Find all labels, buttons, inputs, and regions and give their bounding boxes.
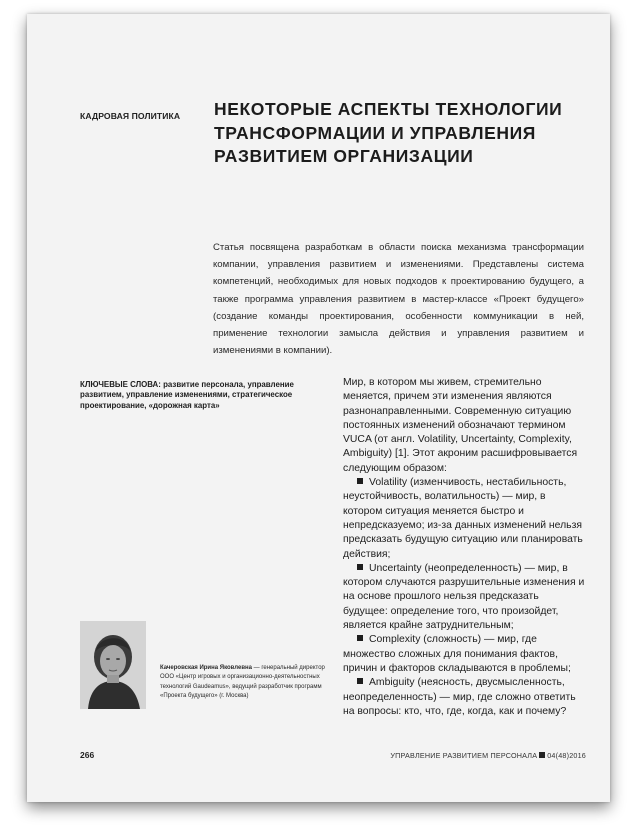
title-line: РАЗВИТИЕМ ОРГАНИЗАЦИИ — [214, 146, 474, 166]
keywords-block — [80, 380, 330, 411]
bullet-square-icon — [357, 564, 363, 570]
journal-page — [27, 14, 610, 802]
separator-square-icon — [539, 752, 545, 758]
article-abstract: Статья посвящена разработкам в области поиска механизма трансформации компании, управления развитием и изменениями. Представлены система компетенций, необходимых для новых подходов к проектированию будущего, а также программа управления развитием в мастер-классе «Проект будущего» (создание команды проектирования, особенности коммуникации в ней, применение технологии замысла действия и управления развитием и изменениями в компании). — [213, 242, 584, 357]
journal-footer — [390, 751, 586, 760]
bullet-square-icon — [357, 635, 363, 641]
author-photo — [80, 621, 146, 709]
author-name: Качеровская Ирина Яковлевна — [160, 665, 252, 671]
author-bio: — генеральный директор ООО «Центр игровых и организационно-деятельностных технологий Gaudeamus», ведущий разработчик программ «Проекта будущего» (г. Москва) — [160, 665, 325, 699]
list-item: Ambiguity (неясность, двусмысленность, неопределенность) — мир, где сложно ответить на вопросы: кто, что, где, когда, как и почему? — [343, 677, 576, 717]
title-line: НЕКОТОРЫЕ АСПЕКТЫ ТЕХНОЛОГИИ — [214, 99, 563, 119]
author-portrait-icon — [80, 621, 146, 709]
list-item: Uncertainty (неопределенность) — мир, в котором случаются разрушительные изменения и на основе прошлого нельзя предсказать будущее: определение того, что произойдет, является крайне затруднительным; — [343, 562, 585, 632]
keywords-label: КЛЮЧЕВЫЕ СЛОВА: — [80, 380, 161, 389]
journal-issue: 04(48)2016 — [547, 751, 586, 760]
section-label: КАДРОВАЯ ПОЛИТИКА — [80, 111, 181, 121]
list-item: Complexity (сложность) — мир, где множество сложных для понимания фактов, причин и факторов складываются в проблемы; — [343, 634, 571, 674]
title-line: ТРАНСФОРМАЦИИ И УПРАВЛЕНИЯ — [214, 122, 536, 143]
body-intro: Мир, в котором мы живем, стремительно меняется, причем эти изменения являются разнонаправленными. Современную ситуацию постоянных изменений обозначают термином VUCA (от англ. Volatility, Uncertainty, Complexity, Ambiguity) [1]. Этот акроним расшифровывается следующим образом: — [343, 377, 578, 474]
journal-name: УПРАВЛЕНИЕ РАЗВИТИЕМ ПЕРСОНАЛА — [390, 751, 538, 760]
keywords-text: развитие персонала, управление развитием, управление изменениями, стратегическое проектирование, «дорожная карта» — [80, 380, 294, 410]
page-number: 266 — [80, 750, 95, 760]
article-title — [214, 98, 594, 169]
author-info — [160, 664, 332, 701]
bullet-square-icon — [357, 478, 363, 484]
bullet-square-icon — [357, 678, 363, 684]
list-item: Volatility (изменчивость, нестабильность, неустойчивость, волатильность) — мир, в котором ситуация меняется быстро и непредсказуемо; из-за данных изменений нельзя предсказать будущую ситуацию или планировать действия; — [343, 477, 583, 560]
article-body — [343, 376, 586, 719]
